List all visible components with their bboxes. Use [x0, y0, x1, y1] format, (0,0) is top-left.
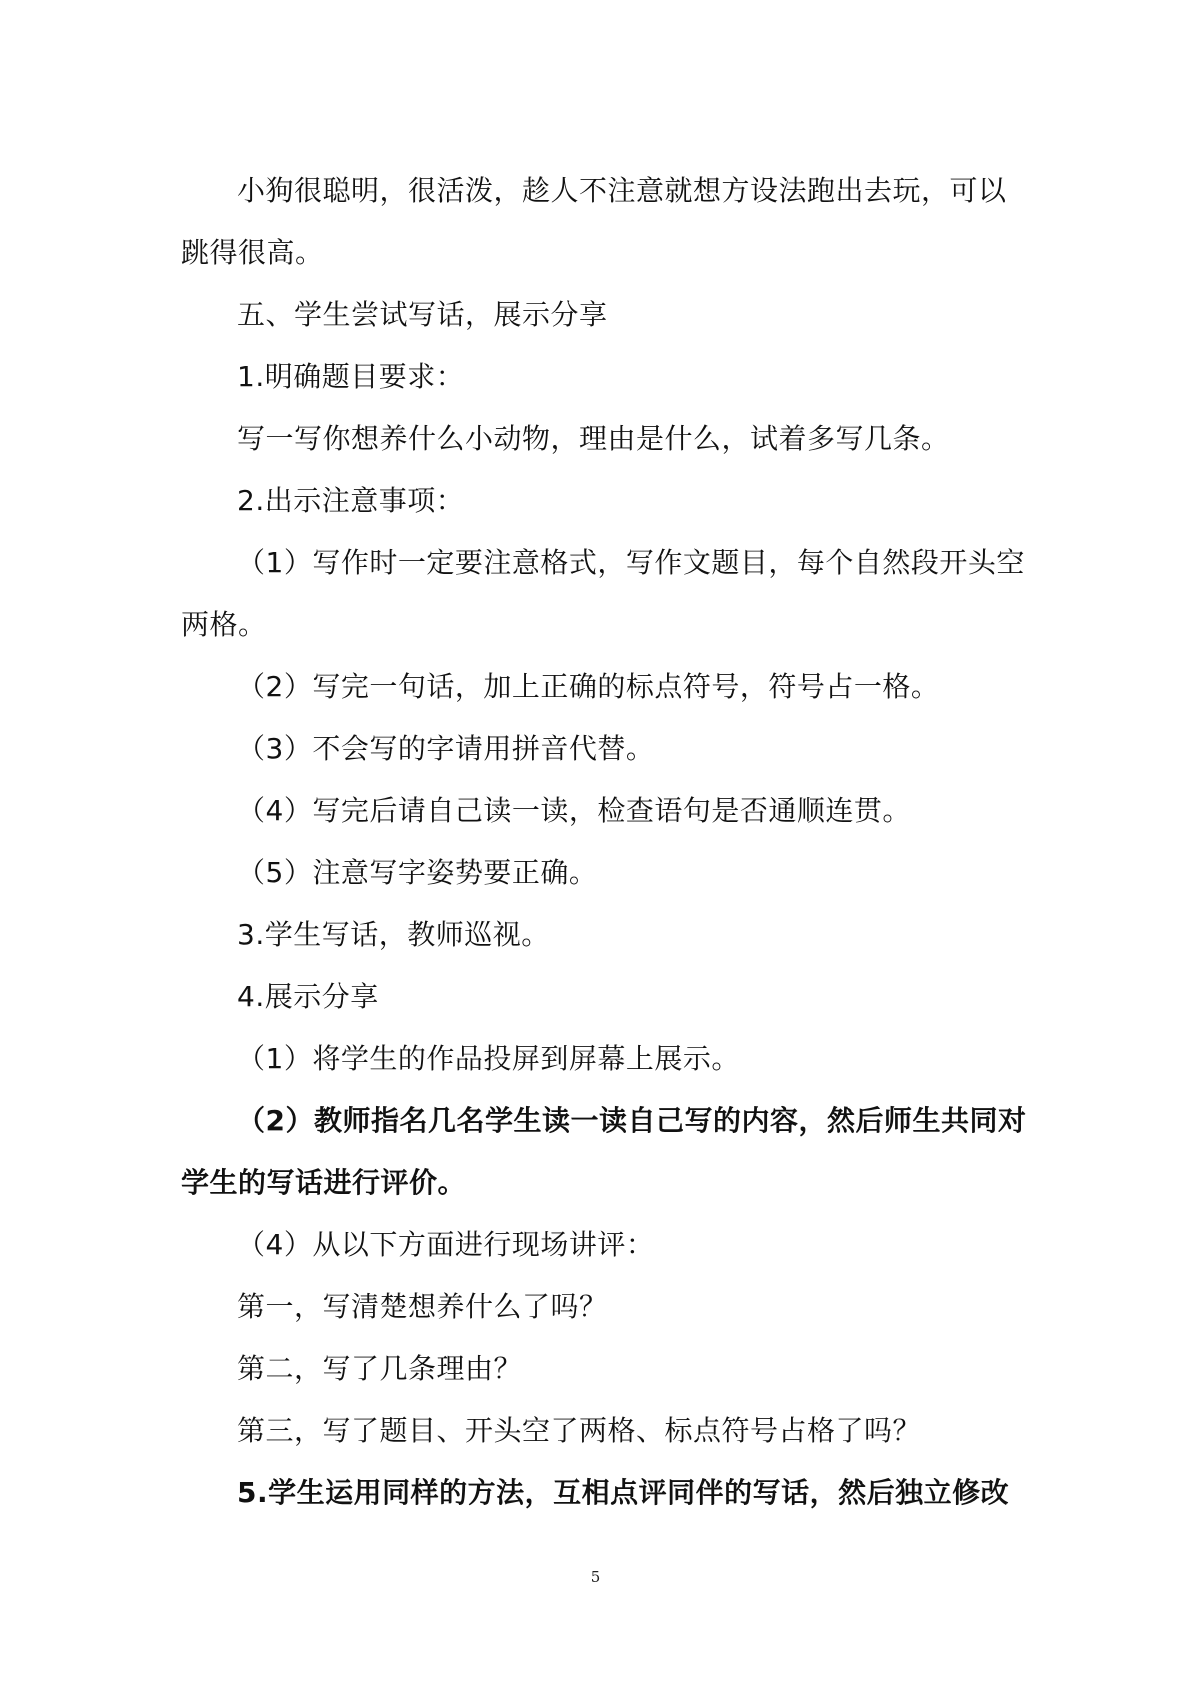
paragraph-line: 第二，写了几条理由？ — [237, 1352, 523, 1385]
paragraph-line: 1.明确题目要求： — [237, 360, 465, 393]
paragraph-line: 4.展示分享 — [237, 980, 379, 1013]
paragraph-line: 两格。 — [181, 608, 267, 641]
paragraph-line: （2）教师指名几名学生读一读自己写的内容，然后师生共同对 — [237, 1104, 1027, 1137]
section-heading: 五、学生尝试写话，展示分享 — [237, 298, 608, 331]
paragraph-line: 学生的写话进行评价。 — [181, 1166, 467, 1199]
paragraph-line: 2.出示注意事项： — [237, 484, 465, 517]
paragraph-line: 小狗很聪明，很活泼，趁人不注意就想方设法跑出去玩，可以 — [237, 174, 1007, 207]
document-body — [181, 160, 1027, 1524]
paragraph-line: 5.学生运用同样的方法，互相点评同伴的写话，然后独立修改 — [237, 1476, 1010, 1509]
paragraph-line: 跳得很高。 — [181, 236, 324, 269]
paragraph-line: 写一写你想养什么小动物，理由是什么，试着多写几条。 — [237, 422, 950, 455]
paragraph-line: （4）从以下方面进行现场讲评： — [237, 1228, 655, 1261]
paragraph-line: 第一，写清楚想养什么了吗？ — [237, 1290, 608, 1323]
paragraph-line: 3.学生写话，教师巡视。 — [237, 918, 550, 951]
paragraph-line: （1）将学生的作品投屏到屏幕上展示。 — [237, 1042, 740, 1075]
paragraph-line: （3）不会写的字请用拼音代替。 — [237, 732, 655, 765]
paragraph-line: （4）写完后请自己读一读，检查语句是否通顺连贯。 — [237, 794, 911, 827]
paragraph-line: 第三，写了题目、开头空了两格、标点符号占格了吗？ — [237, 1414, 922, 1447]
page-number: 5 — [590, 1568, 601, 1586]
paragraph-line: （5）注意写字姿势要正确。 — [237, 856, 598, 889]
paragraph-line: （2）写完一句话，加上正确的标点符号，符号占一格。 — [237, 670, 940, 703]
paragraph-line: （1）写作时一定要注意格式，写作文题目，每个自然段开头空 — [237, 546, 1025, 579]
